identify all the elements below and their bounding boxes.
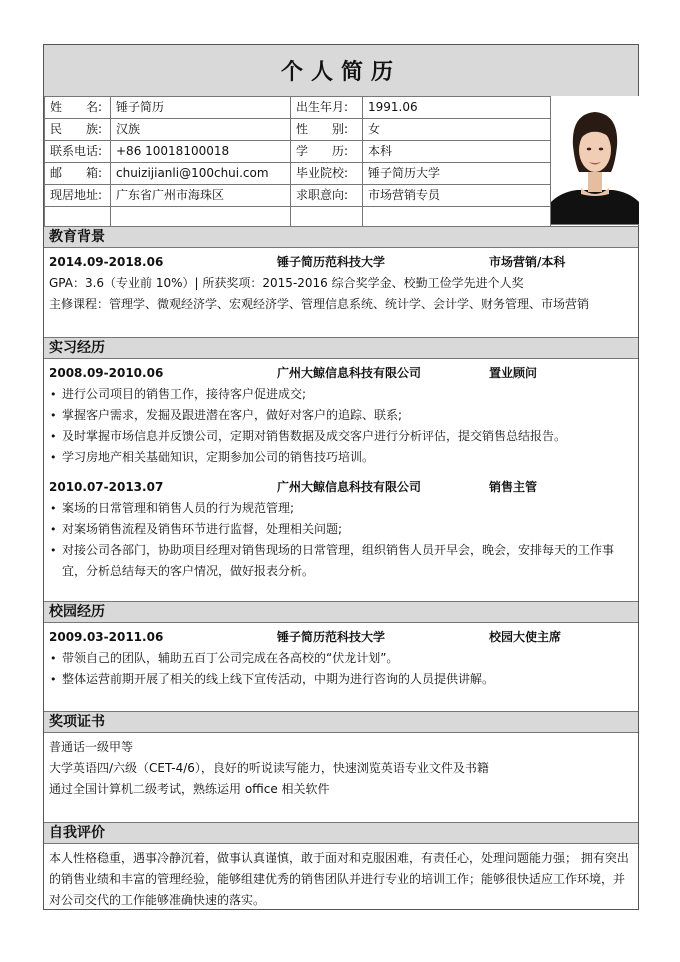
campus-section [44, 627, 638, 690]
campus-entry-header [49, 627, 638, 648]
education-heading: 教育背景 [44, 226, 638, 248]
job-point: • 学习房地产相关基础知识，定期参加公司的销售技巧培训。 [50, 450, 375, 464]
portrait-image [551, 96, 639, 224]
info-row [45, 185, 551, 207]
campus-date: 2009.03-2011.06 [49, 630, 164, 644]
resume-title: 个人简历 [280, 60, 401, 85]
job-point: • 案场的日常管理和销售人员的行为规范管理; [50, 501, 295, 515]
award-item: 通过全国计算机二级考试，熟练运用 office 相关软件 [49, 782, 330, 796]
job-header [49, 477, 638, 498]
education-date: 2014.09-2018.06 [49, 255, 164, 269]
profile-photo [550, 96, 639, 225]
award-item: 大学英语四/六级（CET-4/6），良好的听说读写能力，快速浏览英语专业文件及书籍 [49, 761, 489, 775]
value-degree: 本科 [363, 141, 551, 163]
value-objective: 市场营销专员 [363, 185, 551, 207]
internship-section [44, 363, 638, 582]
education-major: 市场营销/本科 [489, 255, 566, 269]
self-evaluation-section [44, 848, 638, 911]
awards-heading: 奖项证书 [44, 711, 638, 733]
value-gender: 女 [363, 119, 551, 141]
label-phone: 联系电话: [45, 141, 111, 163]
value-email: chuizijianli@100chui.com [111, 163, 291, 185]
value-ethnicity: 汉族 [111, 119, 291, 141]
internship-heading: 实习经历 [44, 337, 638, 359]
label-objective: 求职意向: [291, 185, 363, 207]
education-entry-header [49, 252, 638, 273]
campus-point: • 带领自己的团队，辅助五百丁公司完成在各高校的“伏龙计划”。 [50, 651, 399, 665]
value-name: 锤子简历 [111, 97, 291, 119]
value-birth: 1991.06 [363, 97, 551, 119]
job-point: • 对接公司各部门，协助项目经理对销售现场的日常管理，组织销售人员开早会，晚会，安排每天的工作事宜，分析总结每天的客户情况，做好报表分析。 [50, 543, 615, 578]
label-gender: 性 别: [291, 119, 363, 141]
info-row [45, 97, 551, 119]
education-school: 锤子简历范科技大学 [277, 255, 386, 269]
label-birth: 出生年月: [291, 97, 363, 119]
job-company: 广州大鲸信息科技有限公司 [277, 366, 422, 380]
label-ethnicity: 民 族: [45, 119, 111, 141]
campus-heading: 校园经历 [44, 601, 638, 623]
job-date: 2010.07-2013.07 [49, 480, 164, 494]
self-evaluation-text: 本人性格稳重，遇事冷静沉着，做事认真谨慎，敢于面对和克服困难，有责任心，处理问题能力强； 拥有突出的销售业绩和丰富的管理经验，能够组建优秀的销售团队并进行专业的培训工作；能够很快适应工作环境，并对公司交代的工作能够准确快速的落实。 [49, 851, 629, 907]
education-gpa: GPA：3.6（专业前 10%）| 所获奖项：2015-2016 综合奖学金、校勤工俭学先进个人奖 [49, 276, 524, 290]
job-point: • 对案场销售流程及销售环节进行监督，处理相关问题; [50, 522, 343, 536]
awards-section [44, 737, 638, 800]
info-row [45, 119, 551, 141]
job-point: • 掌握客户需求，发掘及跟进潜在客户，做好对客户的追踪、联系; [50, 408, 403, 422]
job-role: 置业顾问 [489, 366, 538, 380]
education-courses: 主修课程：管理学、微观经济学、宏观经济学、管理信息系统、统计学、会计学、财务管理、市场营销 [49, 297, 590, 311]
title-bar [44, 45, 638, 97]
award-item: 普通话一级甲等 [49, 740, 134, 754]
info-row [45, 163, 551, 185]
label-degree: 学 历: [291, 141, 363, 163]
personal-info-table [44, 96, 551, 229]
value-address: 广东省广州市海珠区 [111, 185, 291, 207]
job-point: • 进行公司项目的销售工作，接待客户促进成交; [50, 387, 307, 401]
resume-frame [43, 44, 639, 910]
job-company: 广州大鲸信息科技有限公司 [277, 480, 422, 494]
self-evaluation-heading: 自我评价 [44, 822, 638, 844]
value-phone: +86 10018100018 [111, 141, 291, 163]
label-address: 现居地址: [45, 185, 111, 207]
education-section [44, 252, 638, 315]
label-email: 邮 箱: [45, 163, 111, 185]
job-role: 销售主管 [489, 480, 538, 494]
value-school: 锤子简历大学 [363, 163, 551, 185]
campus-point: • 整体运营前期开展了相关的线上线下宣传活动，中期为进行咨询的人员提供讲解。 [50, 672, 495, 686]
info-row [45, 141, 551, 163]
job-date: 2008.09-2010.06 [49, 366, 164, 380]
label-school: 毕业院校: [291, 163, 363, 185]
campus-role: 校园大使主席 [489, 630, 562, 644]
job-point: • 及时掌握市场信息并反馈公司，定期对销售数据及成交客户进行分析评估，提交销售总结报告。 [50, 429, 567, 443]
campus-school: 锤子简历范科技大学 [277, 630, 386, 644]
job-header [49, 363, 638, 384]
label-name: 姓 名: [45, 97, 111, 119]
